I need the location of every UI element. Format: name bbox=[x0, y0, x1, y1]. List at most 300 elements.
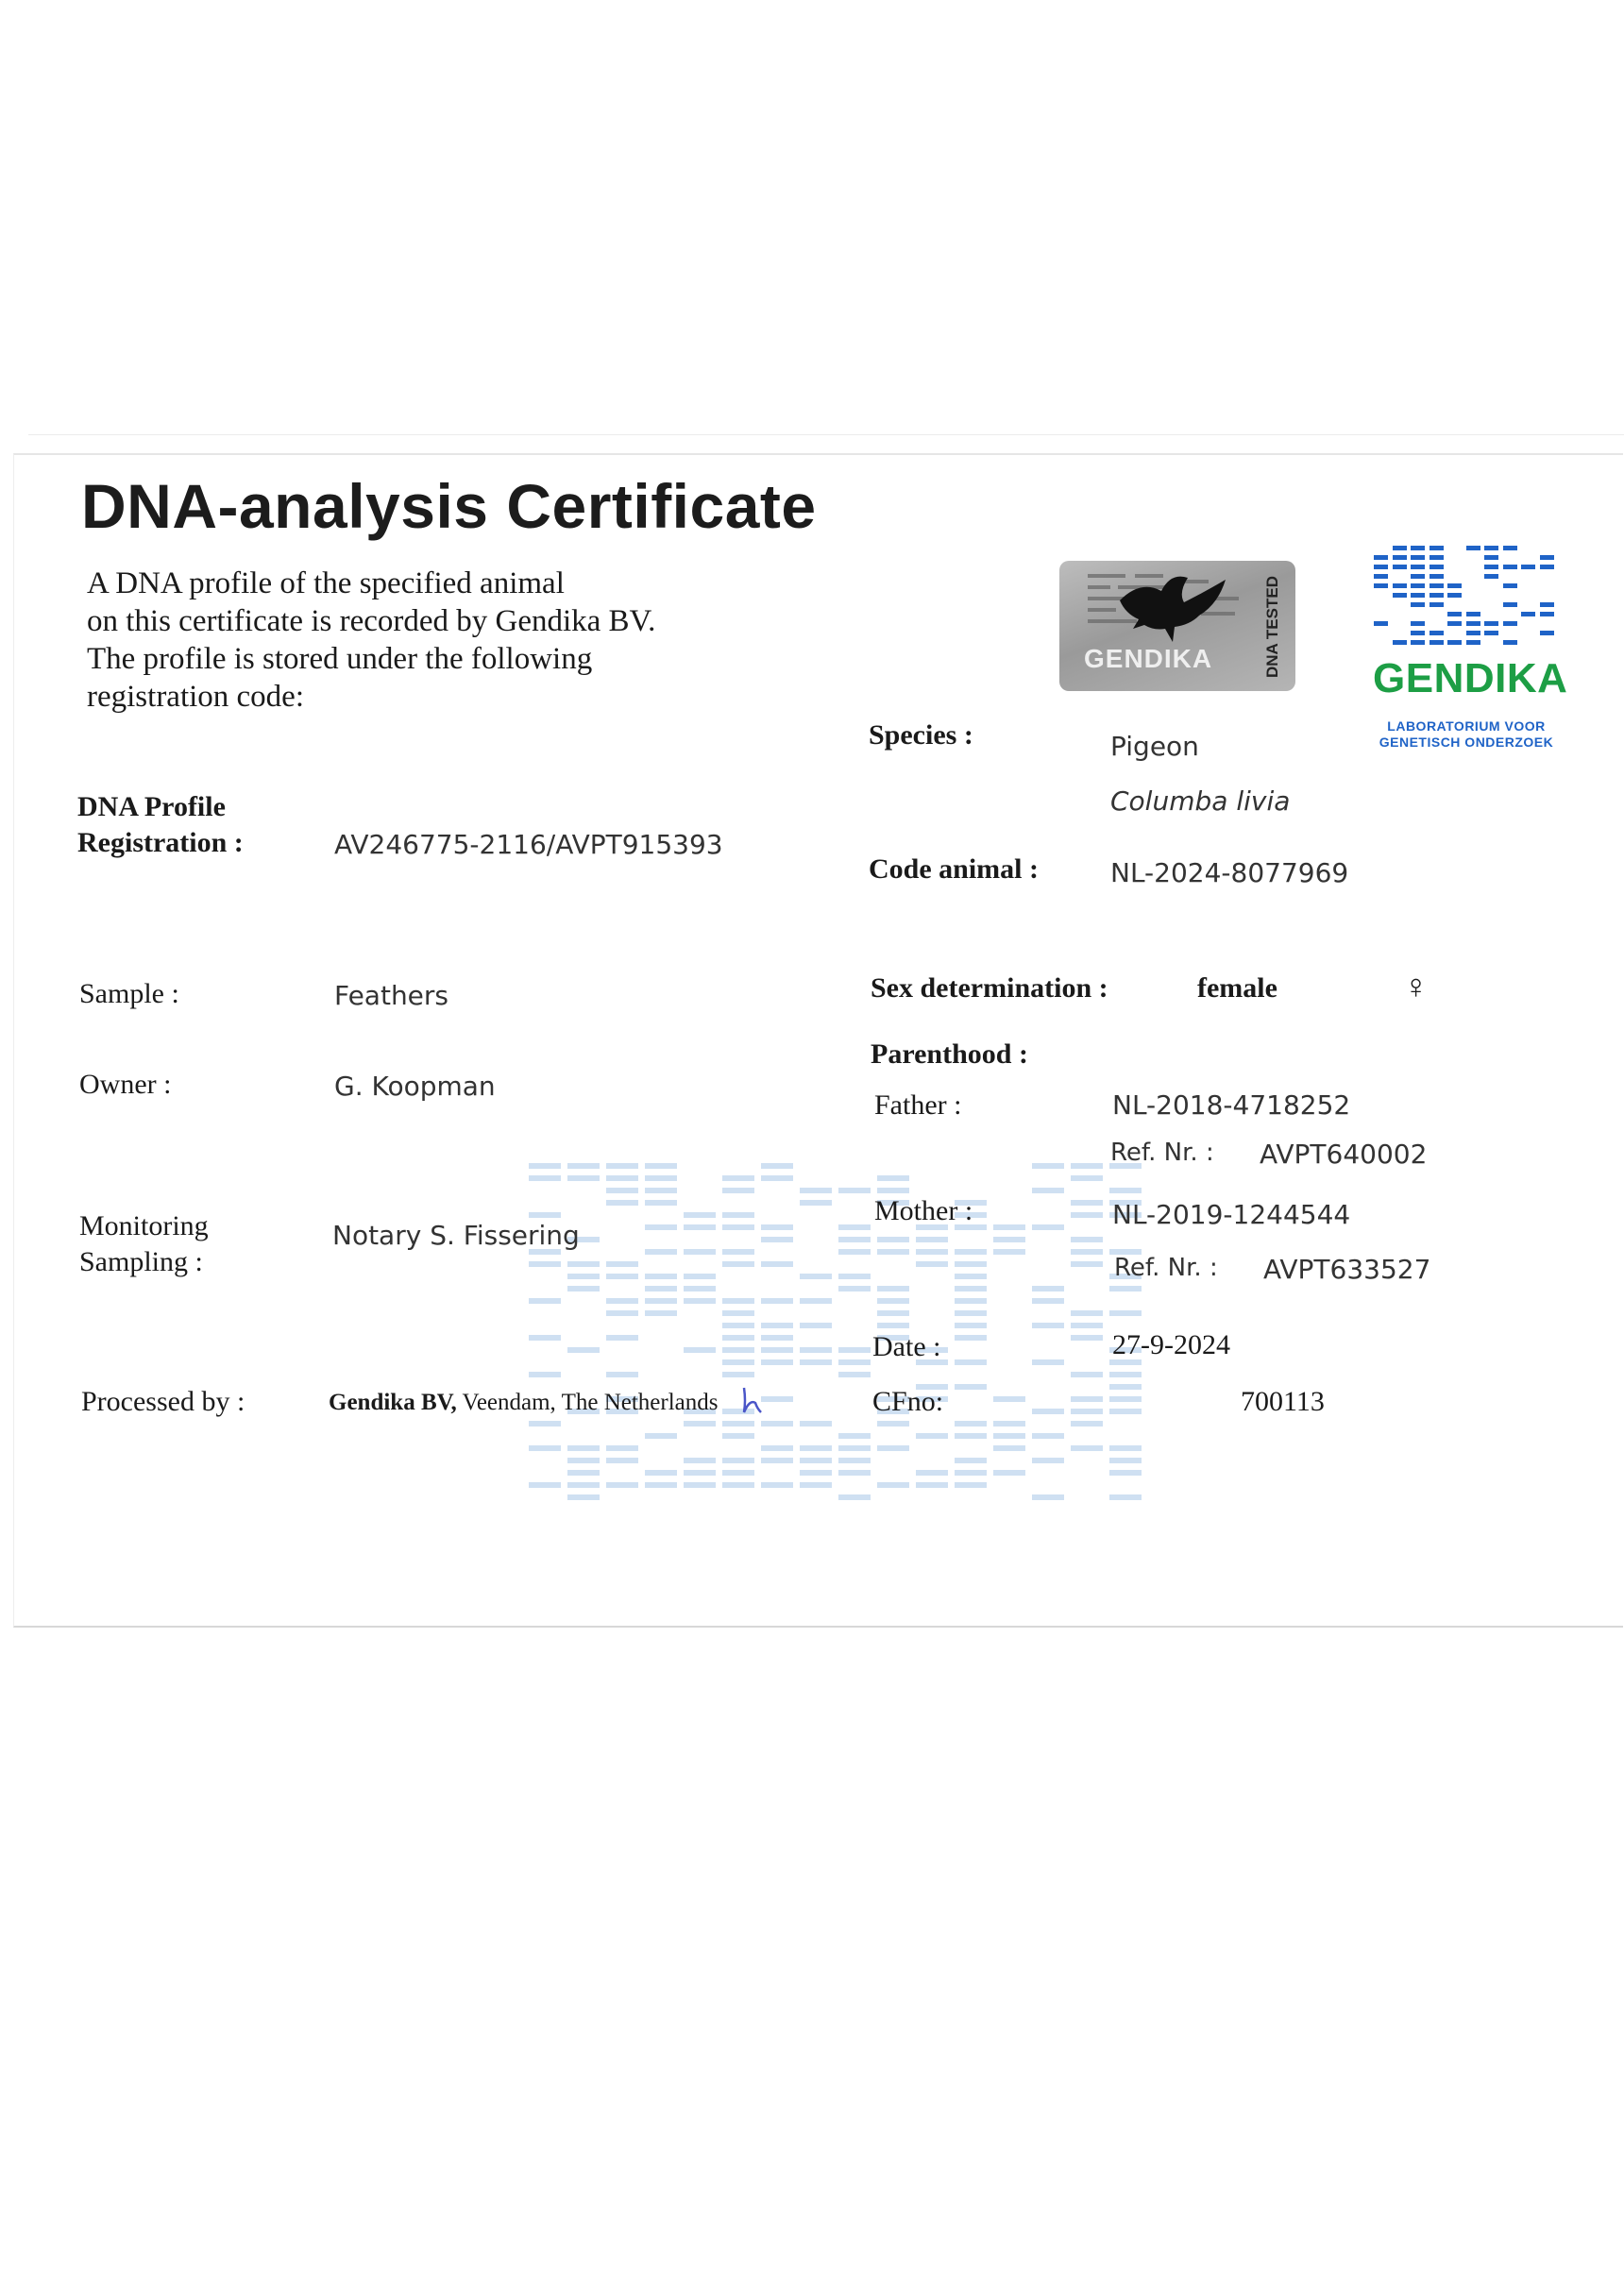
pattern-dash bbox=[529, 1175, 561, 1181]
processed-label: Processed by : bbox=[81, 1386, 245, 1417]
pattern-dash bbox=[955, 1286, 987, 1292]
pattern-dash bbox=[529, 1421, 561, 1427]
pattern-dash bbox=[761, 1335, 793, 1341]
pattern-dash bbox=[1484, 565, 1498, 569]
pattern-dash bbox=[993, 1237, 1025, 1242]
pattern-dash bbox=[761, 1163, 793, 1169]
pattern-dash bbox=[1071, 1421, 1103, 1427]
pattern-dash bbox=[838, 1494, 871, 1500]
pattern-dash bbox=[1411, 555, 1425, 560]
logo-tagline-1: LABORATORIUM VOOR bbox=[1387, 718, 1546, 734]
pattern-dash bbox=[1411, 593, 1425, 598]
pattern-dash bbox=[955, 1421, 987, 1427]
pattern-dash bbox=[877, 1175, 909, 1181]
pattern-dash bbox=[955, 1274, 987, 1279]
pattern-dash bbox=[1071, 1372, 1103, 1377]
pattern-dash bbox=[1429, 574, 1444, 579]
pattern-dash bbox=[567, 1458, 600, 1463]
pattern-dash bbox=[1540, 612, 1554, 616]
pattern-dash bbox=[955, 1433, 987, 1439]
pattern-dash bbox=[1429, 583, 1444, 588]
pattern-dash bbox=[1109, 1409, 1142, 1414]
father-label: Father : bbox=[874, 1089, 962, 1121]
pattern-dash bbox=[1447, 583, 1462, 588]
pattern-dash bbox=[993, 1249, 1025, 1255]
pattern-dash bbox=[877, 1286, 909, 1292]
pattern-dash bbox=[838, 1274, 871, 1279]
pattern-dash bbox=[838, 1188, 871, 1193]
pattern-dash bbox=[955, 1335, 987, 1341]
pattern-dash bbox=[800, 1274, 832, 1279]
pattern-dash bbox=[529, 1372, 561, 1377]
pattern-dash bbox=[1503, 602, 1517, 607]
pattern-dash bbox=[1521, 565, 1535, 569]
father-ref-value: AVPT640002 bbox=[1260, 1139, 1428, 1170]
pattern-dash bbox=[993, 1224, 1025, 1230]
pattern-dash bbox=[916, 1249, 948, 1255]
pattern-dash bbox=[529, 1212, 561, 1218]
pattern-dash bbox=[1032, 1323, 1064, 1328]
pattern-dash bbox=[606, 1274, 638, 1279]
pattern-dash bbox=[1411, 565, 1425, 569]
owner-value: G. Koopman bbox=[334, 1071, 496, 1102]
pattern-dash bbox=[1109, 1372, 1142, 1377]
pattern-dash bbox=[1393, 555, 1407, 560]
pattern-dash bbox=[722, 1188, 754, 1193]
pattern-dash bbox=[722, 1482, 754, 1488]
pattern-dash bbox=[684, 1274, 716, 1279]
pattern-dash bbox=[761, 1359, 793, 1365]
pattern-dash bbox=[1071, 1310, 1103, 1316]
pattern-dash bbox=[1411, 640, 1425, 645]
pattern-dash bbox=[722, 1249, 754, 1255]
pattern-dash bbox=[606, 1335, 638, 1341]
pattern-dash bbox=[1429, 565, 1444, 569]
pattern-dash bbox=[1109, 1494, 1142, 1500]
gendika-logo-mark bbox=[1374, 546, 1558, 650]
pattern-dash bbox=[877, 1298, 909, 1304]
pattern-dash bbox=[955, 1482, 987, 1488]
pattern-dash bbox=[1447, 612, 1462, 616]
pattern-dash bbox=[722, 1261, 754, 1267]
pattern-dash bbox=[1071, 1396, 1103, 1402]
pattern-dash bbox=[800, 1298, 832, 1304]
monitoring-label-1: Monitoring bbox=[79, 1210, 209, 1241]
pattern-dash bbox=[1374, 574, 1388, 579]
sample-value: Feathers bbox=[334, 980, 449, 1011]
pattern-dash bbox=[1109, 1445, 1142, 1451]
pattern-dash bbox=[838, 1433, 871, 1439]
pattern-dash bbox=[800, 1359, 832, 1365]
pattern-dash bbox=[1540, 565, 1554, 569]
pattern-dash bbox=[877, 1310, 909, 1316]
pattern-dash bbox=[722, 1224, 754, 1230]
pattern-dash bbox=[877, 1188, 909, 1193]
species-label: Species : bbox=[869, 719, 973, 751]
pattern-dash bbox=[800, 1188, 832, 1193]
pattern-dash bbox=[722, 1212, 754, 1218]
pattern-dash bbox=[955, 1298, 987, 1304]
father-value: NL-2018-4718252 bbox=[1112, 1089, 1351, 1121]
pattern-dash bbox=[645, 1286, 677, 1292]
pattern-dash bbox=[761, 1347, 793, 1353]
gendika-watermark bbox=[529, 1163, 1142, 1512]
dna-profile-label-1: DNA Profile bbox=[77, 791, 226, 822]
pattern-dash bbox=[606, 1175, 638, 1181]
pattern-dash bbox=[606, 1445, 638, 1451]
pattern-dash bbox=[1071, 1163, 1103, 1169]
pattern-dash bbox=[838, 1470, 871, 1476]
owner-label: Owner : bbox=[79, 1069, 172, 1100]
pattern-dash bbox=[800, 1200, 832, 1206]
pattern-dash bbox=[761, 1224, 793, 1230]
pattern-dash bbox=[1032, 1433, 1064, 1439]
pattern-dash bbox=[567, 1494, 600, 1500]
pattern-dash bbox=[1032, 1458, 1064, 1463]
pattern-dash bbox=[606, 1372, 638, 1377]
pattern-dash bbox=[1411, 631, 1425, 635]
pattern-dash bbox=[1109, 1458, 1142, 1463]
pattern-dash bbox=[761, 1261, 793, 1267]
pattern-dash bbox=[1484, 546, 1498, 550]
pattern-dash bbox=[722, 1433, 754, 1439]
pattern-dash bbox=[955, 1249, 987, 1255]
pattern-dash bbox=[1032, 1298, 1064, 1304]
pattern-dash bbox=[1429, 546, 1444, 550]
dna-profile-label-2: Registration : bbox=[77, 827, 244, 858]
pattern-dash bbox=[684, 1458, 716, 1463]
pattern-dash bbox=[1109, 1310, 1142, 1316]
pattern-dash bbox=[1071, 1261, 1103, 1267]
pattern-dash bbox=[838, 1237, 871, 1242]
mother-ref-label: Ref. Nr. : bbox=[1114, 1254, 1218, 1282]
pattern-dash bbox=[800, 1347, 832, 1353]
pattern-dash bbox=[722, 1323, 754, 1328]
signature-mark bbox=[738, 1384, 770, 1416]
pattern-dash bbox=[1540, 631, 1554, 635]
pattern-dash bbox=[1109, 1470, 1142, 1476]
mother-value: NL-2019-1244544 bbox=[1112, 1199, 1351, 1230]
pattern-dash bbox=[645, 1274, 677, 1279]
intro-line: registration code: bbox=[87, 680, 305, 714]
pattern-dash bbox=[1466, 612, 1480, 616]
intro-line: The profile is stored under the following bbox=[87, 642, 593, 676]
pattern-dash bbox=[838, 1347, 871, 1353]
pattern-dash bbox=[645, 1433, 677, 1439]
female-symbol: ♀ bbox=[1403, 968, 1429, 1005]
pattern-dash bbox=[1503, 583, 1517, 588]
code-animal-label: Code animal : bbox=[869, 853, 1039, 885]
pattern-dash bbox=[761, 1237, 793, 1242]
pattern-dash bbox=[1411, 574, 1425, 579]
pattern-dash bbox=[877, 1323, 909, 1328]
pattern-dash bbox=[606, 1200, 638, 1206]
pattern-dash bbox=[645, 1249, 677, 1255]
pattern-dash bbox=[722, 1347, 754, 1353]
pattern-dash bbox=[993, 1470, 1025, 1476]
pattern-dash bbox=[1503, 640, 1517, 645]
pattern-dash bbox=[1466, 621, 1480, 626]
pattern-dash bbox=[1393, 640, 1407, 645]
pattern-dash bbox=[567, 1274, 600, 1279]
pattern-dash bbox=[1071, 1175, 1103, 1181]
pattern-dash bbox=[1071, 1200, 1103, 1206]
pattern-dash bbox=[1071, 1335, 1103, 1341]
pattern-dash bbox=[645, 1482, 677, 1488]
pattern-dash bbox=[1521, 612, 1535, 616]
pattern-dash bbox=[916, 1261, 948, 1267]
pattern-dash bbox=[1393, 565, 1407, 569]
pattern-dash bbox=[645, 1470, 677, 1476]
pattern-dash bbox=[877, 1237, 909, 1242]
pattern-dash bbox=[1484, 574, 1498, 579]
monitoring-sampling-label bbox=[79, 1208, 209, 1280]
pattern-dash bbox=[1032, 1286, 1064, 1292]
code-animal-value: NL-2024-8077969 bbox=[1110, 857, 1349, 888]
pattern-dash bbox=[1071, 1237, 1103, 1242]
pattern-dash bbox=[684, 1298, 716, 1304]
pattern-dash bbox=[1109, 1286, 1142, 1292]
pattern-dash bbox=[1429, 555, 1444, 560]
pattern-dash bbox=[838, 1359, 871, 1365]
pattern-dash bbox=[529, 1482, 561, 1488]
pattern-dash bbox=[1032, 1163, 1064, 1169]
pattern-dash bbox=[722, 1470, 754, 1476]
pattern-dash bbox=[684, 1347, 716, 1353]
pattern-dash bbox=[800, 1445, 832, 1451]
pattern-dash bbox=[1411, 602, 1425, 607]
pattern-dash bbox=[877, 1249, 909, 1255]
pattern-dash bbox=[606, 1482, 638, 1488]
pattern-dash bbox=[1466, 640, 1480, 645]
pattern-dash bbox=[606, 1163, 638, 1169]
pattern-dash bbox=[800, 1482, 832, 1488]
pattern-dash bbox=[684, 1224, 716, 1230]
pattern-dash bbox=[1411, 583, 1425, 588]
pattern-dash bbox=[761, 1298, 793, 1304]
pattern-dash bbox=[1393, 593, 1407, 598]
pattern-dash bbox=[800, 1458, 832, 1463]
species-common: Pigeon bbox=[1110, 731, 1199, 762]
pattern-dash bbox=[916, 1237, 948, 1242]
pattern-dash bbox=[567, 1175, 600, 1181]
pattern-dash bbox=[529, 1298, 561, 1304]
pattern-dash bbox=[800, 1323, 832, 1328]
pattern-dash bbox=[955, 1384, 987, 1390]
species-latin: Columba livia bbox=[1110, 785, 1291, 817]
pattern-dash bbox=[1466, 631, 1480, 635]
cfno-value: 700113 bbox=[1241, 1386, 1325, 1417]
father-ref-label: Ref. Nr. : bbox=[1110, 1139, 1214, 1167]
pattern-dash bbox=[1032, 1359, 1064, 1365]
pattern-dash bbox=[1071, 1409, 1103, 1414]
pattern-dash bbox=[1429, 631, 1444, 635]
pattern-dash bbox=[645, 1200, 677, 1206]
pattern-dash bbox=[1374, 555, 1388, 560]
pattern-dash bbox=[1429, 640, 1444, 645]
pattern-dash bbox=[567, 1261, 600, 1267]
pattern-dash bbox=[1429, 602, 1444, 607]
pattern-dash bbox=[800, 1421, 832, 1427]
pattern-dash bbox=[955, 1470, 987, 1476]
pattern-dash bbox=[838, 1458, 871, 1463]
pattern-dash bbox=[1109, 1396, 1142, 1402]
pattern-dash bbox=[761, 1458, 793, 1463]
pattern-dash bbox=[567, 1470, 600, 1476]
dna-tested-seal bbox=[1059, 561, 1295, 691]
pattern-dash bbox=[606, 1458, 638, 1463]
pattern-dash bbox=[722, 1175, 754, 1181]
pattern-dash bbox=[800, 1470, 832, 1476]
pattern-dash bbox=[645, 1175, 677, 1181]
pattern-dash bbox=[1109, 1188, 1142, 1193]
pattern-dash bbox=[722, 1335, 754, 1341]
pattern-dash bbox=[684, 1470, 716, 1476]
pattern-dash bbox=[567, 1482, 600, 1488]
monitoring-value: Notary S. Fissering bbox=[332, 1220, 580, 1251]
sample-label: Sample : bbox=[79, 978, 179, 1009]
pattern-dash bbox=[1484, 621, 1498, 626]
pattern-dash bbox=[1071, 1323, 1103, 1328]
pattern-dash bbox=[955, 1458, 987, 1463]
pattern-dash bbox=[1466, 546, 1480, 550]
pattern-dash bbox=[838, 1249, 871, 1255]
pattern-dash bbox=[1447, 621, 1462, 626]
cfno-label: CFno: bbox=[872, 1386, 944, 1417]
pattern-dash bbox=[838, 1286, 871, 1292]
mother-ref-value: AVPT633527 bbox=[1263, 1254, 1431, 1285]
pattern-dash bbox=[606, 1188, 638, 1193]
pattern-dash bbox=[1540, 602, 1554, 607]
logo-tagline-2: GENETISCH ONDERZOEK bbox=[1379, 734, 1554, 750]
pattern-dash bbox=[877, 1445, 909, 1451]
pattern-dash bbox=[916, 1470, 948, 1476]
pattern-dash bbox=[955, 1261, 987, 1267]
pattern-dash bbox=[1071, 1212, 1103, 1218]
pattern-dash bbox=[645, 1298, 677, 1304]
pattern-dash bbox=[567, 1445, 600, 1451]
pattern-dash bbox=[645, 1188, 677, 1193]
pattern-dash bbox=[722, 1310, 754, 1316]
pattern-dash bbox=[722, 1298, 754, 1304]
pattern-dash bbox=[1484, 555, 1498, 560]
pattern-dash bbox=[684, 1421, 716, 1427]
pattern-dash bbox=[761, 1482, 793, 1488]
pattern-dash bbox=[761, 1323, 793, 1328]
pattern-dash bbox=[684, 1286, 716, 1292]
pattern-dash bbox=[761, 1175, 793, 1181]
pattern-dash bbox=[993, 1433, 1025, 1439]
pattern-dash bbox=[722, 1421, 754, 1427]
pattern-dash bbox=[684, 1249, 716, 1255]
pattern-dash bbox=[955, 1359, 987, 1365]
processed-company: Gendika BV, bbox=[329, 1390, 457, 1415]
pattern-dash bbox=[1447, 640, 1462, 645]
pattern-dash bbox=[1032, 1409, 1064, 1414]
date-value: 27-9-2024 bbox=[1112, 1329, 1230, 1360]
pattern-dash bbox=[993, 1396, 1025, 1402]
pattern-dash bbox=[1071, 1249, 1103, 1255]
pattern-dash bbox=[1411, 621, 1425, 626]
sex-value: female bbox=[1197, 972, 1277, 1004]
logo-name: GENDIKA bbox=[1373, 655, 1568, 701]
intro-line: on this certificate is recorded by Gendika BV. bbox=[87, 604, 656, 638]
pattern-dash bbox=[761, 1421, 793, 1427]
intro-text bbox=[87, 565, 767, 716]
pattern-dash bbox=[1032, 1224, 1064, 1230]
pattern-dash bbox=[684, 1482, 716, 1488]
pattern-dash bbox=[955, 1310, 987, 1316]
pattern-dash bbox=[838, 1445, 871, 1451]
pattern-dash bbox=[1374, 565, 1388, 569]
pattern-dash bbox=[761, 1445, 793, 1451]
pattern-dash bbox=[722, 1372, 754, 1377]
pattern-dash bbox=[645, 1224, 677, 1230]
pattern-dash bbox=[1393, 583, 1407, 588]
pattern-dash bbox=[955, 1323, 987, 1328]
pattern-dash bbox=[1540, 555, 1554, 560]
pattern-dash bbox=[993, 1421, 1025, 1427]
pattern-dash bbox=[838, 1372, 871, 1377]
pattern-dash bbox=[1032, 1188, 1064, 1193]
pattern-dash bbox=[529, 1261, 561, 1267]
pattern-dash bbox=[1484, 631, 1498, 635]
pattern-dash bbox=[1109, 1384, 1142, 1390]
intro-line: A DNA profile of the specified animal bbox=[87, 566, 565, 600]
pattern-dash bbox=[684, 1212, 716, 1218]
pattern-dash bbox=[567, 1347, 600, 1353]
parenthood-label: Parenthood : bbox=[871, 1038, 1028, 1070]
sex-label: Sex determination : bbox=[871, 972, 1108, 1004]
seal-side-text: DNA TESTED bbox=[1263, 576, 1281, 678]
dna-profile-value: AV246775-2116/AVPT915393 bbox=[334, 829, 723, 860]
logo-tagline bbox=[1375, 718, 1558, 751]
top-divider bbox=[28, 434, 1624, 435]
pattern-dash bbox=[1071, 1445, 1103, 1451]
pattern-dash bbox=[1503, 621, 1517, 626]
seal-brand: GENDIKA bbox=[1084, 644, 1213, 673]
pattern-dash bbox=[529, 1335, 561, 1341]
pattern-dash bbox=[877, 1421, 909, 1427]
monitoring-label-2: Sampling : bbox=[79, 1246, 203, 1277]
pattern-dash bbox=[606, 1310, 638, 1316]
pattern-dash bbox=[529, 1163, 561, 1169]
pattern-dash bbox=[606, 1261, 638, 1267]
pattern-dash bbox=[1503, 546, 1517, 550]
pattern-dash bbox=[722, 1458, 754, 1463]
pattern-dash bbox=[606, 1298, 638, 1304]
processed-place: Veendam, The Netherlands bbox=[462, 1390, 719, 1415]
pattern-dash bbox=[567, 1163, 600, 1169]
pattern-dash bbox=[877, 1482, 909, 1488]
dna-profile-label bbox=[77, 789, 244, 861]
pattern-dash bbox=[567, 1286, 600, 1292]
pattern-dash bbox=[1411, 546, 1425, 550]
processed-value bbox=[329, 1390, 719, 1416]
pattern-dash bbox=[645, 1163, 677, 1169]
pattern-dash bbox=[1393, 546, 1407, 550]
pattern-dash bbox=[838, 1224, 871, 1230]
pattern-dash bbox=[916, 1482, 948, 1488]
pattern-dash bbox=[1503, 565, 1517, 569]
pattern-dash bbox=[645, 1310, 677, 1316]
pattern-dash bbox=[1429, 593, 1444, 598]
pattern-dash bbox=[1374, 621, 1388, 626]
pattern-dash bbox=[722, 1359, 754, 1365]
pattern-dash bbox=[993, 1445, 1025, 1451]
pattern-dash bbox=[1032, 1494, 1064, 1500]
pattern-dash bbox=[529, 1445, 561, 1451]
